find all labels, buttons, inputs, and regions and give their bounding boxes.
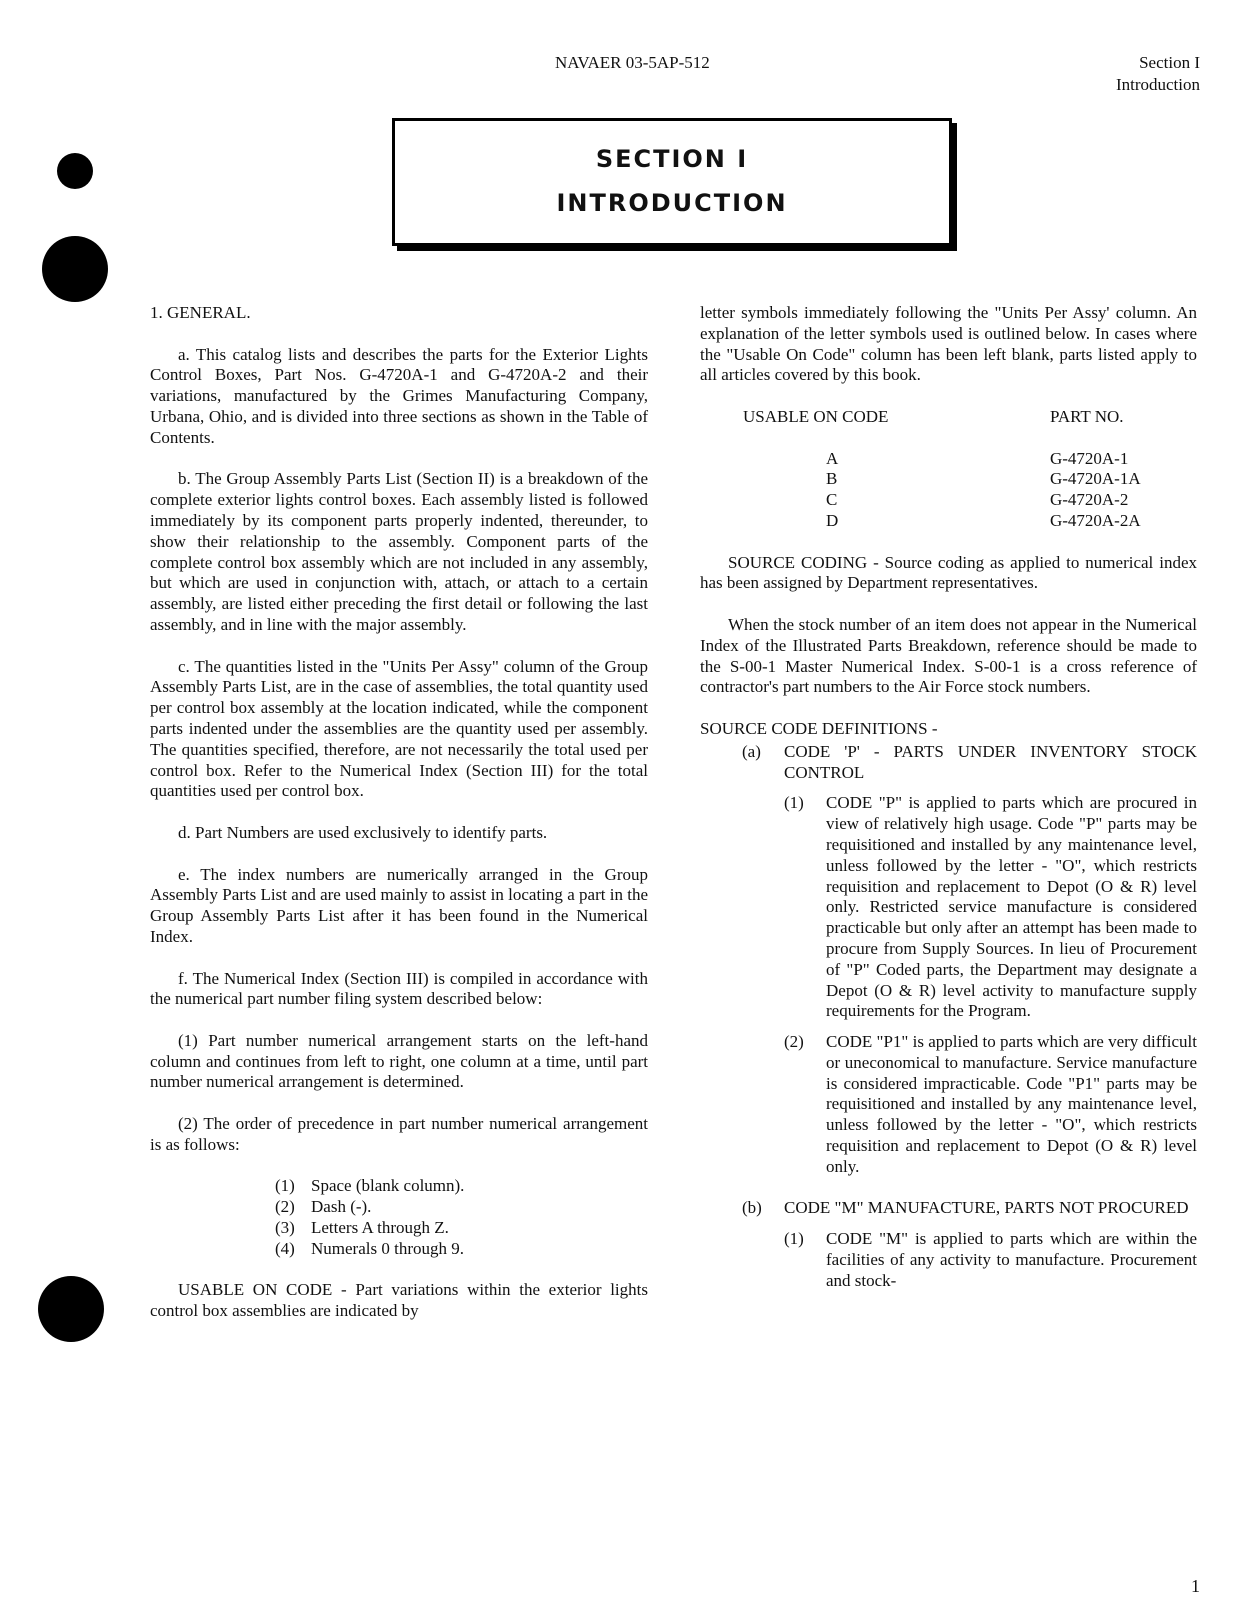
paragraph-b: b. The Group Assembly Parts List (Section II) is a breakdown of the complete exterior lights control boxes. Each assembly listed is followed immediately by its component parts properly indented, thereunder, to show their relationship to the assembly. Component parts of the complete control box assembly which are not included in any assembly, but which are used in conjunction with, attach, or attach to a certain assembly, are listed either preceding the first detail or following the last assembly, and in line with the major assembly. — [150, 469, 648, 634]
table-row: C G-4720A-2 — [826, 490, 1129, 510]
paragraph-a: a. This catalog lists and describes the parts for the Exterior Lights Control Boxes, Part Nos. G-4720A-1 and G-4720A-2 and their variations, manufactured by the Grimes Manufacturing Company, Urbana, Ohio, and is divided into three sections as shown in the Table of Contents. — [150, 344, 648, 447]
table-row: D G-4720A-2A — [826, 510, 1141, 530]
table-row: B G-4720A-1A — [826, 469, 1141, 489]
table-row: A G-4720A-1 — [826, 448, 1129, 468]
precedence-list — [275, 1176, 648, 1259]
stock-number-paragraph: When the stock number of an item does not appear in the Numerical Index of the Illustrated Parts Breakdown, reference should be made to the S-00-1 Master Numerical Index. S-00-1 is a cross reference of contractor's part numbers to the Air Force stock numbers. — [700, 614, 1197, 697]
page-number: 1 — [1191, 1576, 1200, 1596]
source-coding-paragraph: SOURCE CODING - Source coding as applied to numerical index has been assigned by Department representatives. — [700, 552, 1197, 593]
header-section-label: Section I — [1139, 53, 1200, 72]
paragraph-f: f. The Numerical Index (Section III) is compiled in accordance with the numerical part number filing system described below: — [150, 968, 648, 1009]
right-column — [700, 303, 1197, 1302]
usable-on-code-table — [700, 407, 1197, 532]
section-title-line1: SECTION I — [595, 145, 749, 173]
doc-number: NAVAER 03-5AP-512 — [555, 53, 710, 72]
section-title-box — [392, 118, 952, 246]
paragraph-c: c. The quantities listed in the "Units Per Assy" column of the Group Assembly Parts List, are in the case of assemblies, the total quantity used per control box assembly at the location indicated, while the component parts indented under the assemblies are the quantity used per assembly. The quantities specified, therefore, are not necessarily the total used per control box. Refer to the Numerical Index (Section III) for the total quantities used per control box. — [150, 656, 648, 801]
left-column — [150, 303, 648, 1343]
list-item: (1) Space (blank column). — [275, 1176, 465, 1196]
code-m-heading: (b) CODE "M" MANUFACTURE, PARTS NOT PROCURED — [742, 1198, 1189, 1218]
list-item: (2) Dash (-). — [275, 1197, 372, 1217]
code-m-definition: (1) CODE "M" is applied to parts which are within the facilities of any activity to manufacture. Procurement and stock- — [784, 1229, 1197, 1290]
paragraph-f1: (1) Part number numerical arrangement starts on the left-hand column and continues from left to right, one column at a time, until part number numerical arrangement is determined. — [150, 1030, 648, 1092]
list-item: (3) Letters A through Z. — [275, 1218, 449, 1238]
list-item: (4) Numerals 0 through 9. — [275, 1238, 464, 1258]
code-p-heading: (a) CODE 'P' - PARTS UNDER INVENTORY STOCK CONTROL — [742, 741, 1197, 782]
code-p-definition: (1) CODE "P" is applied to parts which are procured in view of relatively high usage. Code "P" parts may be requisitioned and installed by any maintenance level, unless followed by the letter - "O", which restricts requisition and replacement to Depot (O & R) level only. Restricted service manufacture is considered practicable but only after an attempt has been made to procure from Supply Sources. In lieu of Procurement of "P" Coded parts, the Department may designate a Depot (O & R) level activity to manufacture supply requirements for the Program. — [784, 793, 1197, 1021]
header-section-title: Introduction — [1115, 75, 1200, 94]
punch-hole-upper — [42, 236, 108, 302]
source-code-definitions-heading: SOURCE CODE DEFINITIONS - — [700, 718, 938, 738]
punch-hole-lower — [38, 1276, 104, 1342]
table-header-code: USABLE ON CODE — [743, 406, 889, 426]
section-title-line2: INTRODUCTION — [556, 189, 788, 217]
usable-on-code-continued: letter symbols immediately following the "Units Per Assy' column. An explanation of the letter symbols used is outlined below. In cases where the "Usable On Code" column has been left blank, parts listed apply to all articles covered by this book. — [700, 303, 1197, 385]
punch-hole-top — [57, 153, 93, 189]
usable-on-code-paragraph: USABLE ON CODE - Part variations within the exterior lights control box assemblies are indicated by — [150, 1280, 648, 1321]
paragraph-d: d. Part Numbers are used exclusively to identify parts. — [178, 822, 548, 842]
table-header-part: PART NO. — [1049, 406, 1124, 426]
header-section — [1116, 52, 1200, 96]
code-p1-definition: (2) CODE "P1" is applied to parts which are very difficult or uneconomical to manufacture. Service manufacture is considered impracticable. Code "P1" parts may be requisitioned and installed by any maintenance level, unless followed by the letter - "O", which restricts requisition and replacement to Depot (O & R) level only. — [784, 1032, 1197, 1176]
paragraph-f2: (2) The order of precedence in part number numerical arrangement is as follows: — [150, 1114, 648, 1154]
general-heading: 1. GENERAL. — [150, 303, 251, 322]
paragraph-e: e. The index numbers are numerically arranged in the Group Assembly Parts List and are used mainly to assist in locating a part in the Group Assembly Parts List after it has been found in the Numerical Index. — [150, 864, 648, 946]
